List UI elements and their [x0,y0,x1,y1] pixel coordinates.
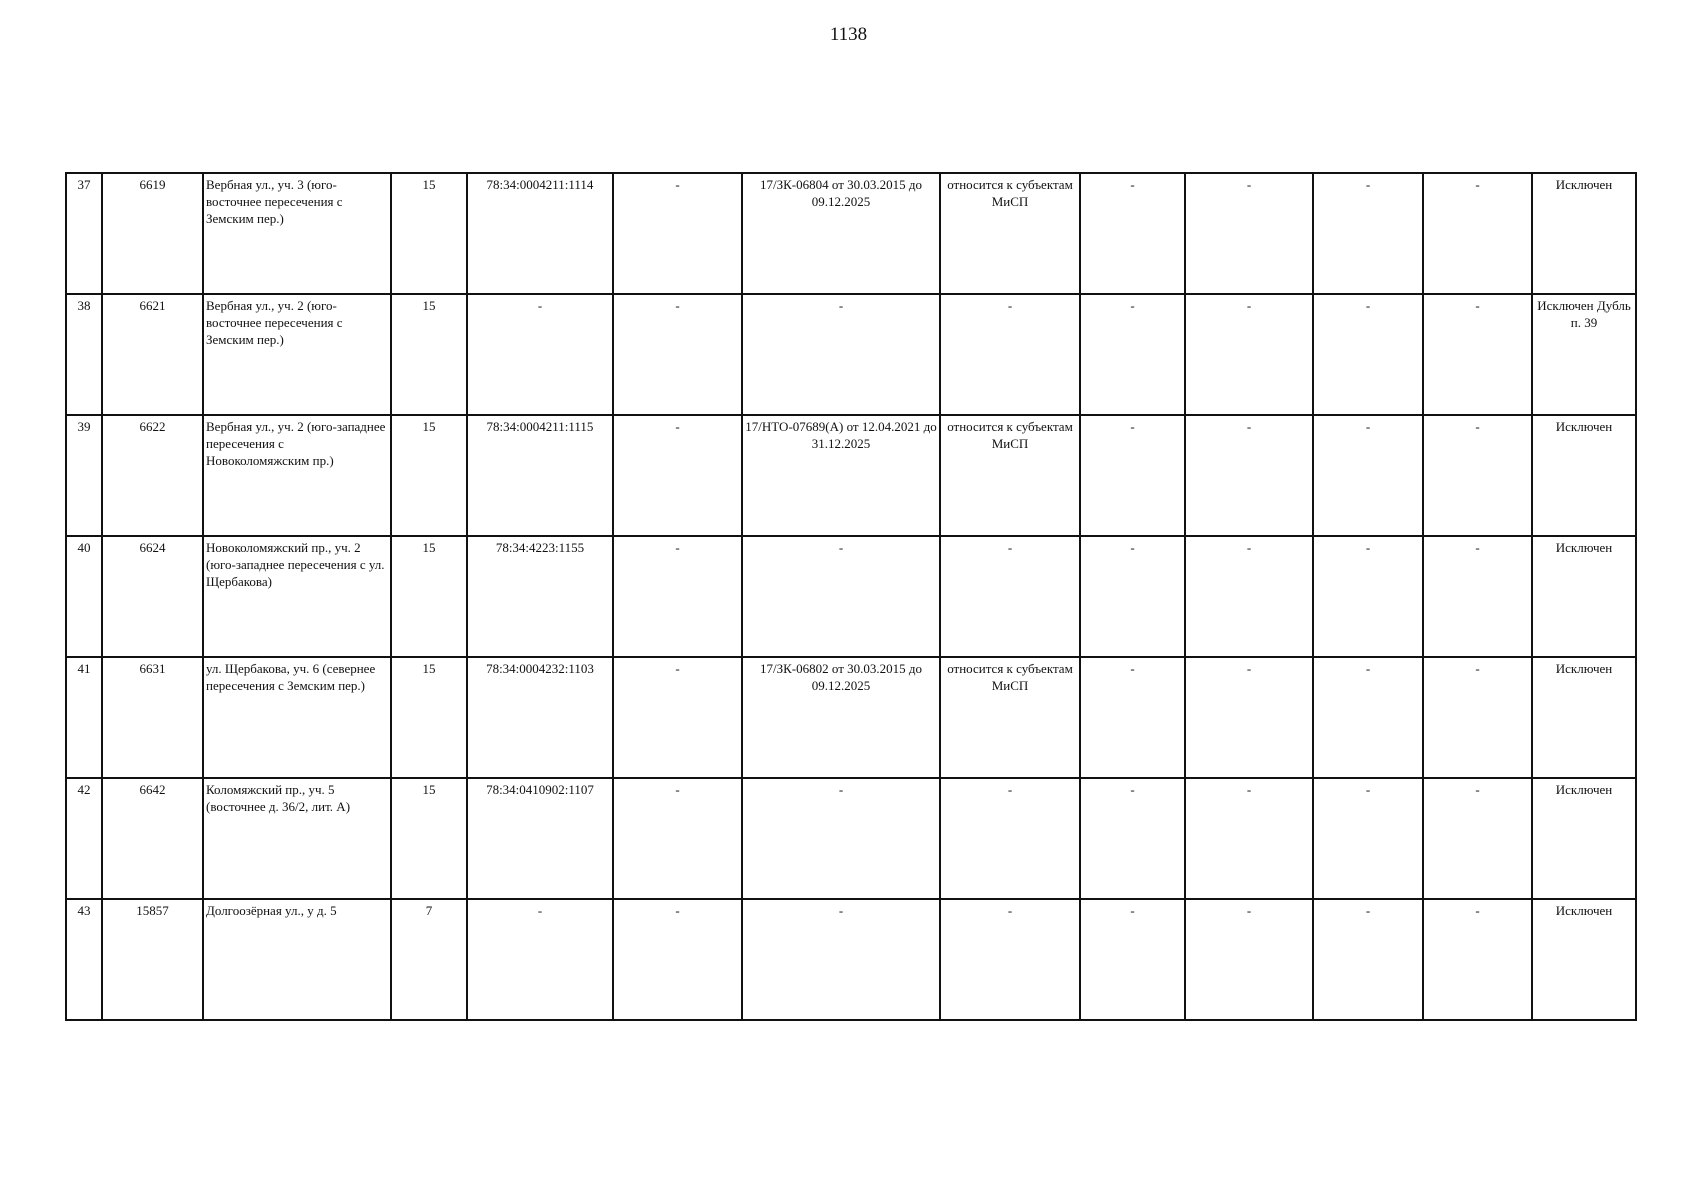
quantity-cell: 15 [391,294,467,415]
table-cell: - [1185,899,1313,1020]
address-cell: Вербная ул., уч. 3 (юго-восточнее пересечения с Земским пер.) [203,173,391,294]
table-row [66,294,1636,415]
table-cell: - [1185,415,1313,536]
table-cell: - [1185,657,1313,778]
row-number-cell: 39 [66,415,102,536]
status-cell: Исключен Дубль п. 39 [1532,294,1636,415]
table-row [66,778,1636,899]
cadastral-number-cell: - [467,899,613,1020]
table-cell: - [1185,294,1313,415]
contract-cell: - [742,778,940,899]
row-number-cell: 43 [66,899,102,1020]
address-cell: Вербная ул., уч. 2 (юго-восточнее пересечения с Земским пер.) [203,294,391,415]
table-cell: - [1080,173,1185,294]
table-cell: - [613,899,742,1020]
quantity-cell: 15 [391,778,467,899]
contract-cell: 17/НТО-07689(А) от 12.04.2021 до 31.12.2025 [742,415,940,536]
contract-cell: 17/ЗК-06804 от 30.03.2015 до 09.12.2025 [742,173,940,294]
table-row [66,657,1636,778]
table-cell: - [1423,173,1532,294]
contract-cell: 17/ЗК-06802 от 30.03.2015 до 09.12.2025 [742,657,940,778]
address-cell: Коломяжский пр., уч. 5 (восточнее д. 36/2, лит. А) [203,778,391,899]
quantity-cell: 15 [391,657,467,778]
table-row [66,415,1636,536]
table-cell: - [1423,899,1532,1020]
subject-cell: - [940,294,1080,415]
code-cell: 6619 [102,173,203,294]
table-cell: - [1080,294,1185,415]
quantity-cell: 7 [391,899,467,1020]
status-cell: Исключен [1532,173,1636,294]
code-cell: 6624 [102,536,203,657]
address-cell: Новоколомяжский пр., уч. 2 (юго-западнее пересечения с ул. Щербакова) [203,536,391,657]
table-cell: - [613,657,742,778]
status-cell: Исключен [1532,778,1636,899]
table-cell: - [1423,415,1532,536]
cadastral-number-cell: 78:34:0004232:1103 [467,657,613,778]
status-cell: Исключен [1532,899,1636,1020]
table-cell: - [1313,294,1423,415]
row-number-cell: 42 [66,778,102,899]
table-cell: - [1080,778,1185,899]
table-cell: - [1313,899,1423,1020]
table-cell: - [1080,536,1185,657]
table-row [66,899,1636,1020]
subject-cell: - [940,536,1080,657]
code-cell: 6622 [102,415,203,536]
table-cell: - [1313,415,1423,536]
quantity-cell: 15 [391,415,467,536]
address-cell: Долгоозёрная ул., у д. 5 [203,899,391,1020]
quantity-cell: 15 [391,173,467,294]
table-cell: - [1423,657,1532,778]
row-number-cell: 41 [66,657,102,778]
table-cell: - [613,415,742,536]
contract-cell: - [742,294,940,415]
subject-cell: - [940,778,1080,899]
row-number-cell: 37 [66,173,102,294]
contract-cell: - [742,536,940,657]
code-cell: 6631 [102,657,203,778]
cadastral-number-cell: 78:34:0004211:1115 [467,415,613,536]
status-cell: Исключен [1532,657,1636,778]
cadastral-number-cell: 78:34:4223:1155 [467,536,613,657]
row-number-cell: 38 [66,294,102,415]
table-cell: - [1423,536,1532,657]
table-cell: - [1313,778,1423,899]
table-cell: - [1185,536,1313,657]
table-cell: - [613,173,742,294]
table-cell: - [1080,657,1185,778]
status-cell: Исключен [1532,536,1636,657]
code-cell: 15857 [102,899,203,1020]
table-cell: - [1313,657,1423,778]
table-cell: - [613,294,742,415]
code-cell: 6621 [102,294,203,415]
table-row [66,173,1636,294]
cadastral-number-cell: - [467,294,613,415]
cadastral-number-cell: 78:34:0410902:1107 [467,778,613,899]
table-cell: - [1185,778,1313,899]
quantity-cell: 15 [391,536,467,657]
subject-cell: - [940,899,1080,1020]
subject-cell: относится к субъектам МиСП [940,657,1080,778]
table-cell: - [1423,778,1532,899]
cadastral-number-cell: 78:34:0004211:1114 [467,173,613,294]
contract-cell: - [742,899,940,1020]
address-cell: Вербная ул., уч. 2 (юго-западнее пересечения с Новоколомяжским пр.) [203,415,391,536]
page-number: 1138 [829,24,868,45]
registry-table [65,172,1637,1021]
status-cell: Исключен [1532,415,1636,536]
table-cell: - [1313,536,1423,657]
subject-cell: относится к субъектам МиСП [940,173,1080,294]
table-cell: - [1080,899,1185,1020]
address-cell: ул. Щербакова, уч. 6 (севернее пересечения с Земским пер.) [203,657,391,778]
table-row [66,536,1636,657]
table-cell: - [1185,173,1313,294]
code-cell: 6642 [102,778,203,899]
table-cell: - [613,778,742,899]
row-number-cell: 40 [66,536,102,657]
table-cell: - [613,536,742,657]
table-cell: - [1423,294,1532,415]
table-cell: - [1080,415,1185,536]
subject-cell: относится к субъектам МиСП [940,415,1080,536]
table-cell: - [1313,173,1423,294]
